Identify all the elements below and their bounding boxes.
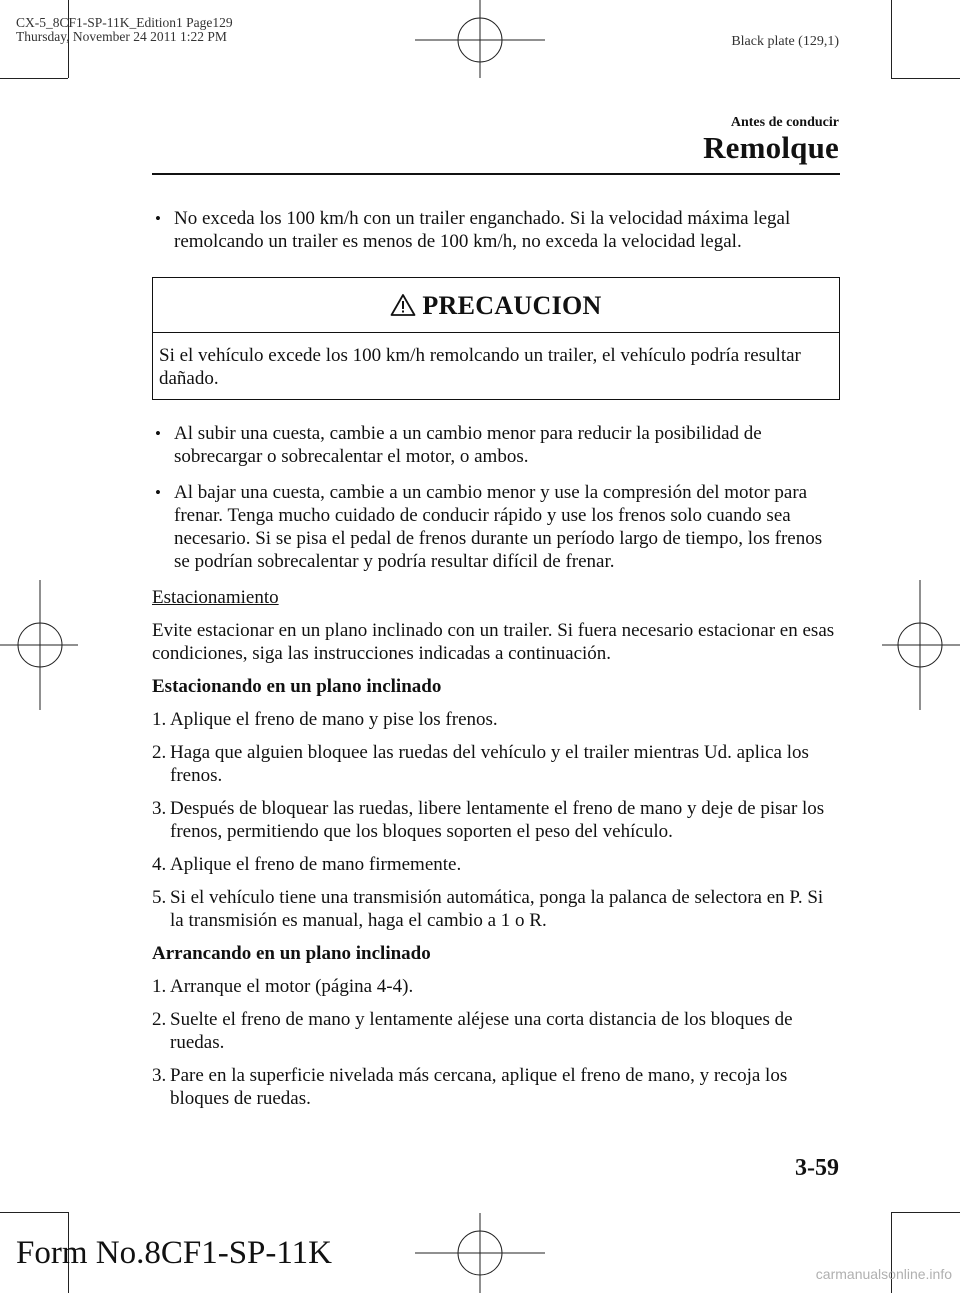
list-item bbox=[152, 975, 840, 998]
list-item-number: 2. bbox=[152, 1009, 167, 1030]
caution-text: Si el vehículo excede los 100 km/h remolcando un trailer, el vehículo podría resultar dañado. bbox=[159, 345, 801, 389]
registration-mark-right bbox=[880, 580, 960, 710]
list-item-number: 3. bbox=[152, 798, 167, 819]
list-item-text: Arranque el motor (página 4-4). bbox=[170, 976, 414, 997]
list-item-text: Aplique el freno de mano y pise los frenos. bbox=[170, 709, 498, 730]
crop-mark bbox=[891, 1212, 960, 1213]
caution-title: PRECAUCION bbox=[422, 290, 602, 320]
list-item-number: 4. bbox=[152, 854, 167, 875]
section-label: Antes de conducir bbox=[730, 115, 839, 130]
list-item-number: 2. bbox=[152, 742, 167, 763]
list-item bbox=[152, 797, 840, 843]
parking-steps-list bbox=[152, 708, 840, 932]
pdf-info-line2: Thursday, November 24 2011 1:22 PM bbox=[16, 29, 227, 44]
crop-mark bbox=[891, 78, 960, 79]
list-item bbox=[152, 708, 840, 731]
form-number: Form No.8CF1-SP-11K bbox=[16, 1235, 332, 1271]
list-item bbox=[152, 741, 840, 787]
list-item-number: 1. bbox=[152, 709, 167, 730]
list-item-number: 3. bbox=[152, 1065, 167, 1086]
list-item-text: Pare en la superficie nivelada más cercana, aplique el freno de mano, y recoja los bloques de ruedas. bbox=[170, 1065, 788, 1109]
list-item bbox=[152, 853, 840, 876]
registration-mark-bottom bbox=[415, 1213, 545, 1293]
watermark: carmanualsonline.info bbox=[815, 1266, 952, 1282]
parking-heading: Estacionamiento bbox=[152, 587, 279, 608]
crop-mark bbox=[0, 1212, 68, 1213]
header-rule bbox=[152, 173, 840, 175]
list-item bbox=[152, 886, 840, 932]
list-item-text: Aplique el freno de mano firmemente. bbox=[170, 854, 462, 875]
list-item-text: Haga que alguien bloquee las ruedas del vehículo y el trailer mientras Ud. aplica los frenos. bbox=[170, 742, 809, 786]
bullet-speed-limit: • No exceda los 100 km/h con un trailer enganchado. Si la velocidad máxima legal remolcando un trailer es menos de 100 km/h, no exceda la velocidad legal. bbox=[152, 207, 840, 253]
bullet-uphill: • Al subir una cuesta, cambie a un cambio menor para reducir la posibilidad de sobrecargar o sobrecalentar el motor, o ambos. bbox=[152, 422, 840, 468]
registration-mark-left bbox=[0, 580, 80, 710]
plate-label: Black plate (129,1) bbox=[731, 34, 839, 49]
crop-mark bbox=[891, 0, 892, 78]
bullet-downhill: • Al bajar una cuesta, cambie a un cambio menor y use la compresión del motor para frenar. Tenga mucho cuidado de conducir rápido y use los frenos solo cuando sea necesario. Si se pisa el pedal de frenos durante un período largo de tiempo, los frenos se podrían sobrecalentar y podría resultar difícil de frenar. bbox=[152, 481, 840, 573]
caution-box bbox=[152, 277, 840, 400]
starting-heading: Arrancando en un plano inclinado bbox=[152, 943, 431, 964]
section-title: Remolque bbox=[703, 130, 839, 165]
warning-icon bbox=[390, 293, 416, 317]
parking-intro: Evite estacionar en un plano inclinado con un trailer. Si fuera necesario estacionar en esas condiciones, siga las instrucciones indicadas a continuación. bbox=[152, 620, 835, 664]
list-item bbox=[152, 1008, 840, 1054]
starting-steps-list bbox=[152, 975, 840, 1110]
list-item-text: Suelte el freno de mano y lentamente aléjese una corta distancia de los bloques de ruedas. bbox=[170, 1009, 793, 1053]
crop-mark bbox=[0, 78, 68, 79]
list-item-number: 5. bbox=[152, 887, 167, 908]
list-item bbox=[152, 1064, 840, 1110]
list-item-number: 1. bbox=[152, 976, 167, 997]
parking-steps-heading: Estacionando en un plano inclinado bbox=[152, 676, 442, 697]
registration-mark-top bbox=[415, 0, 545, 80]
caution-header bbox=[153, 278, 839, 333]
page-content bbox=[152, 207, 840, 1120]
pdf-info-line1: CX-5_8CF1-SP-11K_Edition1 Page129 bbox=[16, 15, 233, 30]
page-number: 3-59 bbox=[795, 1155, 839, 1181]
list-item-text: Después de bloquear las ruedas, libere lentamente el freno de mano y deje de pisar los frenos, permitiendo que los bloques soporten el peso del vehículo. bbox=[170, 798, 825, 842]
list-item-text: Si el vehículo tiene una transmisión automática, ponga la palanca de selectora en P. Si la transmisión es manual, haga el cambio a 1 o R. bbox=[170, 887, 824, 931]
pdf-info bbox=[16, 16, 233, 44]
